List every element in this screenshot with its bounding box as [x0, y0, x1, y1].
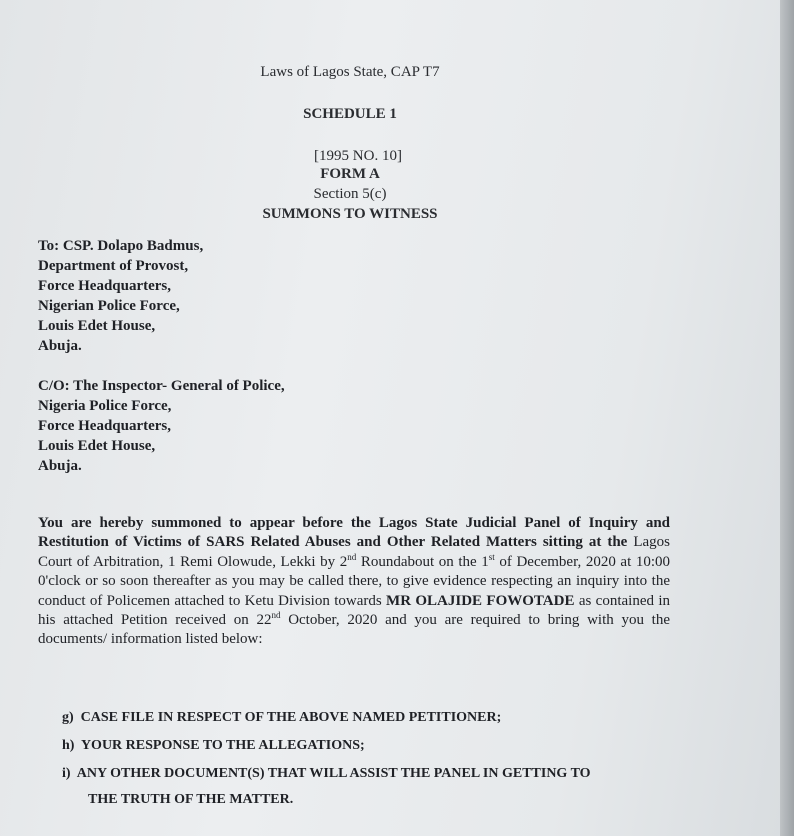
- body-text: Roundabout on the 1: [356, 553, 489, 570]
- list-item: [62, 736, 591, 764]
- form-heading: FORM A: [320, 166, 380, 182]
- care-of-address-block: [38, 376, 285, 476]
- address-line: Louis Edet House,: [38, 438, 156, 454]
- address-line: Louis Edet House,: [38, 318, 156, 334]
- ordinal-suffix: st: [488, 551, 495, 562]
- address-line: Force Headquarters,: [38, 418, 172, 434]
- laws-reference: Laws of Lagos State, CAP T7: [260, 64, 440, 80]
- list-item-text: CASE FILE IN RESPECT OF THE ABOVE NAMED PETITIONER;: [80, 710, 502, 725]
- to-address-block: [38, 236, 203, 356]
- address-line: To: CSP. Dolapo Badmus,: [38, 238, 204, 254]
- background-edge: [780, 0, 794, 836]
- year-reference: [1995 NO. 10]: [314, 148, 402, 164]
- list-marker: i): [62, 766, 71, 781]
- summons-body-paragraph: [38, 514, 670, 650]
- address-line: Nigeria Police Force,: [38, 398, 172, 414]
- list-item: [62, 708, 591, 736]
- list-item: [62, 764, 591, 790]
- summons-title: SUMMONS TO WITNESS: [262, 206, 438, 222]
- required-documents-list: [62, 708, 591, 810]
- body-text: You are hereby summoned to appear before the Lagos State Judicial Panel of Inquiry and Restitution of Victims of SARS Related Abuses and Other Related Matters sitting at the: [38, 515, 670, 551]
- body-text: of December, 2020 at 10:00 0'clock or so soon thereafter as you may be called there, to give evidence respecting an inquiry into the conduct of Policemen attached to Ketu Division towards: [38, 553, 670, 609]
- list-item-continuation: THE TRUTH OF THE MATTER.: [88, 792, 294, 807]
- address-line: Abuja.: [38, 338, 82, 354]
- ordinal-suffix: nd: [347, 551, 357, 562]
- address-line: C/O: The Inspector- General of Police,: [38, 378, 285, 394]
- address-line: Nigerian Police Force,: [38, 298, 180, 314]
- schedule-heading: SCHEDULE 1: [303, 106, 397, 122]
- petitioner-name: MR OLAJIDE FOWOTADE: [386, 592, 575, 609]
- section-reference: Section 5(c): [313, 186, 387, 202]
- address-line: Department of Provost,: [38, 258, 189, 274]
- list-item-text: ANY OTHER DOCUMENT(S) THAT WILL ASSIST THE PANEL IN GETTING TO: [76, 766, 591, 781]
- body-text: October, 2020 and you are required to bring with you the documents/ information listed below:: [38, 612, 670, 648]
- list-item-text: YOUR RESPONSE TO THE ALLEGATIONS;: [80, 738, 365, 753]
- list-marker: h): [62, 738, 75, 753]
- address-line: Abuja.: [38, 458, 82, 474]
- ordinal-suffix: nd: [271, 610, 281, 621]
- address-line: Force Headquarters,: [38, 278, 172, 294]
- body-text: as contained in his attached Petition received on 22: [38, 592, 671, 629]
- body-text: Lagos Court of Arbitration, 1 Remi Olowude, Lekki by 2: [38, 534, 670, 570]
- list-marker: g): [62, 710, 74, 725]
